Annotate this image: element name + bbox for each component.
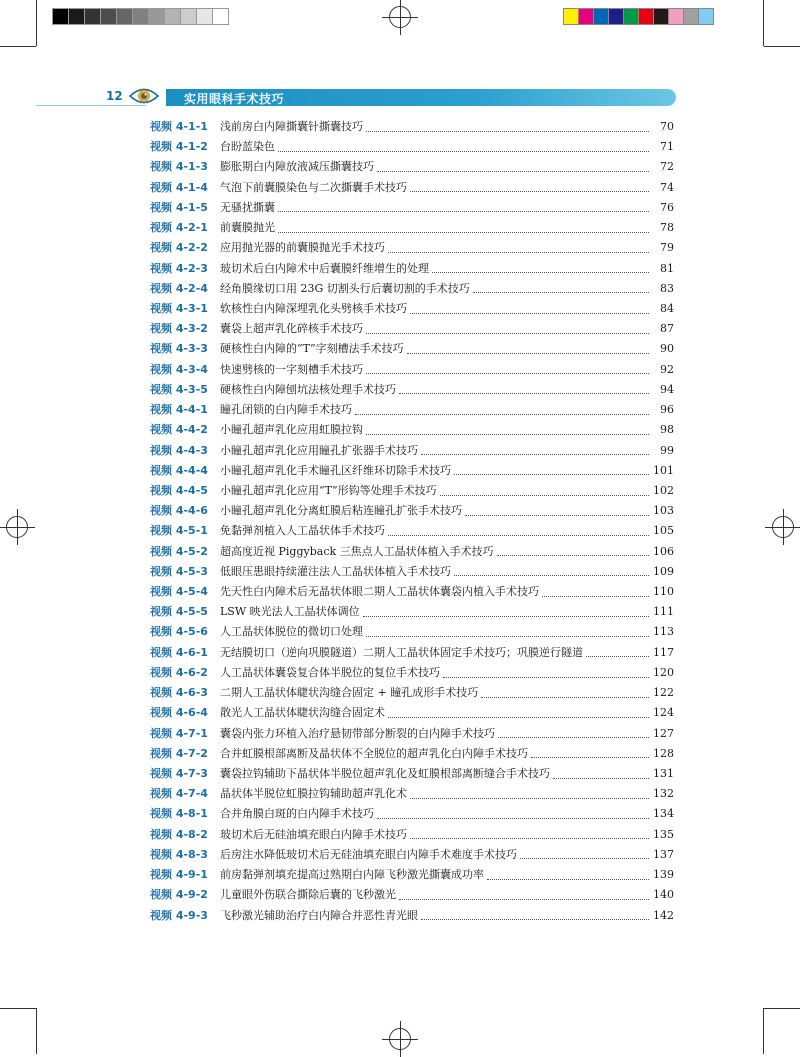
entry-page-number: 101 [653, 463, 674, 477]
color-calibration-bar [563, 8, 713, 25]
toc-entry[interactable] [150, 138, 674, 158]
entry-title: 儿童眼外伤联合撕除后囊的飞秒激光 [220, 888, 396, 902]
entry-page-number: 105 [653, 524, 674, 538]
video-label: 视频 4-8-2 [150, 827, 208, 841]
video-label: 视频 4-4-1 [150, 403, 208, 417]
leader-dots [278, 232, 649, 233]
video-label: 视频 4-2-1 [150, 221, 208, 235]
entry-page-number: 102 [653, 483, 674, 497]
entry-title: 无结膜切口（逆向巩膜隧道）二期人工晶状体固定手术技巧；巩膜逆行隧道 [220, 645, 583, 659]
color-swatch [623, 8, 639, 25]
entry-page-number: 109 [653, 564, 674, 578]
video-label: 视频 4-8-3 [150, 847, 208, 861]
video-label: 视频 4-4-2 [150, 423, 208, 437]
entry-title: LSW 映光法人工晶状体调位 [220, 605, 360, 619]
toc-entry[interactable] [150, 886, 674, 906]
entry-page-number: 110 [653, 585, 674, 599]
video-label: 视频 4-8-1 [150, 807, 208, 821]
entry-page-number: 84 [660, 301, 674, 315]
toc-entry[interactable] [150, 543, 674, 563]
entry-page-number: 74 [660, 180, 674, 194]
toc-entry[interactable] [150, 583, 674, 603]
entry-title: 小瞳孔超声乳化手术瞳孔区纤维环切除手术技巧 [220, 463, 451, 477]
crop-mark [36, 0, 37, 46]
leader-dots [487, 879, 649, 880]
entry-page-number: 142 [653, 908, 674, 922]
gray-swatch [100, 8, 117, 25]
gray-swatch [84, 8, 101, 25]
entry-title: 免黏弹剂植入人工晶状体手术技巧 [220, 524, 385, 538]
entry-page-number: 81 [660, 261, 674, 275]
toc-entry[interactable] [150, 118, 674, 138]
entry-title: 小瞳孔超声乳化应用虹膜拉钩 [220, 423, 363, 437]
leader-dots [432, 272, 649, 273]
entry-page-number: 78 [660, 221, 674, 235]
leader-dots [278, 211, 649, 212]
registration-mark-right [772, 516, 794, 538]
video-label: 视频 4-1-2 [150, 140, 208, 154]
leader-dots [366, 636, 649, 637]
entry-page-number: 139 [653, 868, 674, 882]
crop-mark [763, 0, 764, 46]
toc-entry[interactable] [150, 179, 674, 199]
video-label: 视频 4-7-1 [150, 726, 208, 740]
color-swatch [698, 8, 714, 25]
entry-page-number: 94 [660, 382, 674, 396]
entry-title: 无骚扰撕囊 [220, 200, 275, 214]
entry-page-number: 131 [653, 767, 674, 780]
leader-dots [473, 292, 649, 293]
entry-page-number: 124 [653, 706, 674, 720]
video-label: 视频 4-6-2 [150, 665, 208, 679]
video-label: 视频 4-5-4 [150, 585, 208, 599]
entry-page-number: 132 [653, 787, 674, 801]
leader-dots [388, 535, 649, 536]
leader-dots [542, 596, 649, 597]
toc-entry[interactable] [150, 907, 674, 927]
crop-mark [763, 1008, 764, 1054]
entry-title: 晶状体半脱位虹膜拉钩辅助超声乳化术 [220, 787, 407, 801]
entry-title: 小瞳孔超声乳化应用瞳孔扩张器手术技巧 [220, 443, 418, 457]
toc-entry[interactable] [150, 765, 674, 785]
video-label: 视频 4-9-2 [150, 888, 208, 902]
leader-dots [498, 737, 649, 738]
entry-page-number: 99 [660, 443, 674, 457]
toc-entry[interactable] [150, 603, 674, 623]
leader-dots [366, 373, 649, 374]
book-title: 实用眼科手术技巧 [184, 92, 285, 106]
gray-swatch [212, 8, 229, 25]
leader-dots [410, 191, 649, 192]
leader-dots [553, 778, 649, 779]
video-label: 视频 4-6-1 [150, 645, 208, 659]
entry-title: 前房黏弹剂填充提高过熟期白内障飞秒激光撕囊成功率 [220, 868, 484, 882]
toc-entry[interactable] [150, 644, 674, 664]
entry-page-number: 79 [660, 241, 674, 255]
toc-entry[interactable] [150, 664, 674, 684]
gray-swatch [180, 8, 197, 25]
leader-dots [410, 313, 649, 314]
entry-page-number: 122 [653, 686, 674, 700]
entry-title: 瞳孔闭锁的白内障手术技巧 [220, 403, 352, 417]
toc-entry[interactable] [150, 482, 674, 502]
entry-title: 应用抛光器的前囊膜抛光手术技巧 [220, 241, 385, 255]
video-label: 视频 4-1-3 [150, 160, 208, 174]
toc-entry[interactable] [150, 340, 674, 360]
entry-title: 超高度近视 Piggyback 三焦点人工晶状体植入手术技巧 [220, 544, 494, 558]
entry-title: 后房注水降低玻切术后无硅油填充眼白内障手术难度手术技巧 [220, 847, 517, 861]
entry-page-number: 113 [653, 625, 674, 639]
entry-page-number: 117 [653, 645, 674, 659]
toc-entry[interactable] [150, 280, 674, 300]
leader-dots [410, 798, 649, 799]
leader-dots [586, 656, 649, 657]
gray-swatch [148, 8, 165, 25]
toc-entry[interactable] [150, 199, 674, 219]
crop-mark [0, 1008, 36, 1009]
entry-title: 人工晶状体囊袋复合体半脱位的复位手术技巧 [220, 665, 440, 679]
entry-page-number: 103 [653, 504, 674, 518]
leader-dots [531, 757, 649, 758]
entry-page-number: 87 [660, 322, 674, 336]
crop-mark [36, 1008, 37, 1054]
entry-title: 囊袋上超声乳化碎核手术技巧 [220, 322, 363, 336]
video-label: 视频 4-3-1 [150, 301, 208, 315]
video-list [150, 118, 674, 927]
entry-page-number: 70 [660, 120, 674, 133]
leader-dots [497, 555, 649, 556]
entry-page-number: 111 [653, 605, 674, 619]
entry-page-number: 137 [653, 847, 674, 861]
toc-entry[interactable] [150, 704, 674, 724]
gray-swatch [116, 8, 133, 25]
entry-title: 快速劈核的一字刻槽手术技巧 [220, 362, 363, 376]
toc-entry[interactable] [150, 522, 674, 542]
leader-dots [421, 454, 649, 455]
entry-page-number: 134 [653, 807, 674, 821]
leader-dots [399, 899, 649, 900]
leader-dots [410, 838, 649, 839]
leader-dots [377, 818, 649, 819]
video-label: 视频 4-5-1 [150, 524, 208, 538]
entry-page-number: 127 [653, 726, 674, 740]
entry-page-number: 106 [653, 544, 674, 558]
toc-entry[interactable] [150, 866, 674, 886]
toc-entry[interactable] [150, 158, 674, 178]
entry-title: 硬核性白内障的“T”字刻槽法手术技巧 [220, 342, 404, 356]
color-swatch [593, 8, 609, 25]
gray-swatch [68, 8, 85, 25]
entry-page-number: 83 [660, 281, 674, 295]
gray-swatch [52, 8, 69, 25]
color-swatch [668, 8, 684, 25]
leader-dots [377, 171, 649, 172]
leader-dots [363, 616, 649, 617]
registration-mark-top [389, 6, 411, 28]
entry-title: 软核性白内障深埋乳化头劈核手术技巧 [220, 301, 407, 315]
toc-entry[interactable] [150, 421, 674, 441]
registration-mark-bottom [389, 1028, 411, 1050]
color-swatch [563, 8, 579, 25]
video-label: 视频 4-4-6 [150, 504, 208, 518]
video-label: 视频 4-2-3 [150, 261, 208, 275]
toc-entry[interactable] [150, 442, 674, 462]
toc-entry[interactable] [150, 846, 674, 866]
entry-page-number: 140 [653, 888, 674, 902]
entry-title: 气泡下前囊膜染色与二次撕囊手术技巧 [220, 180, 407, 194]
toc-entry[interactable] [150, 745, 674, 765]
color-swatch [638, 8, 654, 25]
leader-dots [366, 131, 649, 132]
video-label: 视频 4-4-5 [150, 483, 208, 497]
leader-dots [388, 717, 649, 718]
entry-title: 囊袋拉钩辅助下晶状体半脱位超声乳化及虹膜根部离断缝合手术技巧 [220, 767, 550, 780]
entry-title: 前囊膜抛光 [220, 221, 275, 235]
gray-swatch [164, 8, 181, 25]
leader-dots [454, 575, 649, 576]
crop-mark [764, 46, 800, 47]
color-swatch [578, 8, 594, 25]
video-label: 视频 4-6-3 [150, 686, 208, 700]
entry-title: 玻切术后无硅油填充眼白内障手术技巧 [220, 827, 407, 841]
toc-entry[interactable] [150, 785, 674, 805]
video-label: 视频 4-3-5 [150, 382, 208, 396]
video-label: 视频 4-3-2 [150, 322, 208, 336]
video-label: 视频 4-5-6 [150, 625, 208, 639]
leader-dots [481, 697, 649, 698]
crop-mark [0, 46, 36, 47]
gray-swatch [196, 8, 213, 25]
entry-page-number: 71 [660, 140, 674, 154]
entry-title: 硬核性白内障刨坑法核处理手术技巧 [220, 382, 396, 396]
video-label: 视频 4-5-5 [150, 605, 208, 619]
toc-entry[interactable] [150, 502, 674, 522]
leader-dots [443, 677, 649, 678]
entry-title: 台盼蓝染色 [220, 140, 275, 154]
toc-entry[interactable] [150, 826, 674, 846]
toc-entry[interactable] [150, 300, 674, 320]
toc-entry[interactable] [150, 563, 674, 583]
leader-dots [454, 474, 649, 475]
toc-entry[interactable] [150, 684, 674, 704]
video-label: 视频 4-9-3 [150, 908, 208, 922]
entry-title: 二期人工晶状体睫状沟缝合固定 + 瞳孔成形手术技巧 [220, 686, 479, 700]
entry-title: 小瞳孔超声乳化应用“T”形钩等处理手术技巧 [220, 483, 437, 497]
entry-page-number: 76 [660, 200, 674, 214]
toc-entry[interactable] [150, 805, 674, 825]
entry-page-number: 98 [660, 423, 674, 437]
entry-title: 先天性白内障术后无晶状体眼二期人工晶状体囊袋内植入手术技巧 [220, 585, 539, 599]
entry-title: 小瞳孔超声乳化分离虹膜后粘连瞳孔扩张手术技巧 [220, 504, 462, 518]
leader-dots [366, 434, 649, 435]
entry-title: 低眼压患眼持续灌注法人工晶状体植入手术技巧 [220, 564, 451, 578]
video-label: 视频 4-3-3 [150, 342, 208, 356]
video-label: 视频 4-2-2 [150, 241, 208, 255]
toc-entry[interactable] [150, 361, 674, 381]
toc-entry[interactable] [150, 462, 674, 482]
video-label: 视频 4-1-1 [150, 120, 208, 133]
entry-page-number: 120 [653, 665, 674, 679]
registration-mark-left [6, 516, 28, 538]
video-label: 视频 4-5-3 [150, 564, 208, 578]
entry-title: 膨胀期白内障放液减压撕囊技巧 [220, 160, 374, 174]
leader-dots [355, 414, 649, 415]
entry-page-number: 92 [660, 362, 674, 376]
entry-title: 合并角膜白斑的白内障手术技巧 [220, 807, 374, 821]
leader-dots [465, 515, 649, 516]
entry-page-number: 135 [653, 827, 674, 841]
video-label: 视频 4-9-1 [150, 868, 208, 882]
entry-title: 合并虹膜根部离断及晶状体不全脱位的超声乳化白内障手术技巧 [220, 746, 528, 760]
leader-dots [399, 393, 649, 394]
leader-dots [388, 252, 649, 253]
toc-entry[interactable] [150, 239, 674, 259]
video-label: 视频 4-1-4 [150, 180, 208, 194]
video-label: 视频 4-2-4 [150, 281, 208, 295]
video-label: 视频 4-4-4 [150, 463, 208, 477]
video-label: 视频 4-4-3 [150, 443, 208, 457]
entry-title: 飞秒激光辅助治疗白内障合并恶性青光眼 [220, 908, 418, 922]
toc-entry[interactable] [150, 725, 674, 745]
gray-calibration-bar [52, 8, 228, 25]
toc-entry[interactable] [150, 623, 674, 643]
page-number: 12 [106, 89, 123, 103]
leader-dots [366, 333, 649, 334]
video-label: 视频 4-7-4 [150, 787, 208, 801]
entry-title: 玻切术后白内障术中后囊膜纤维增生的处理 [220, 261, 429, 275]
video-label: 视频 4-3-4 [150, 362, 208, 376]
leader-dots [520, 858, 649, 859]
video-label: 视频 4-7-3 [150, 767, 208, 780]
toc-entry[interactable] [150, 381, 674, 401]
color-swatch [608, 8, 624, 25]
entry-title: 人工晶状体脱位的微切口处理 [220, 625, 363, 639]
entry-title: 浅前房白内障撕囊针撕囊技巧 [220, 120, 363, 133]
entry-page-number: 128 [653, 746, 674, 760]
running-header [36, 86, 676, 106]
entry-title: 囊袋内张力环植入治疗悬韧带部分断裂的白内障手术技巧 [220, 726, 495, 740]
eye-icon [128, 84, 160, 108]
video-label: 视频 4-7-2 [150, 746, 208, 760]
entry-title: 散光人工晶状体睫状沟缝合固定术 [220, 706, 385, 720]
entry-page-number: 90 [660, 342, 674, 356]
video-label: 视频 4-6-4 [150, 706, 208, 720]
toc-entry[interactable] [150, 219, 674, 239]
video-label: 视频 4-1-5 [150, 200, 208, 214]
video-label: 视频 4-5-2 [150, 544, 208, 558]
entry-title: 经角膜缘切口用 23G 切割头行后囊切割的手术技巧 [220, 281, 470, 295]
entry-page-number: 96 [660, 403, 674, 417]
crop-mark [764, 1008, 800, 1009]
gray-swatch [132, 8, 149, 25]
toc-entry[interactable] [150, 320, 674, 340]
leader-dots [407, 353, 649, 354]
leader-dots [421, 919, 649, 920]
entry-page-number: 72 [660, 160, 674, 174]
color-swatch [653, 8, 669, 25]
toc-entry[interactable] [150, 260, 674, 280]
toc-entry[interactable] [150, 401, 674, 421]
leader-dots [278, 151, 649, 152]
leader-dots [440, 495, 649, 496]
color-swatch [683, 8, 699, 25]
